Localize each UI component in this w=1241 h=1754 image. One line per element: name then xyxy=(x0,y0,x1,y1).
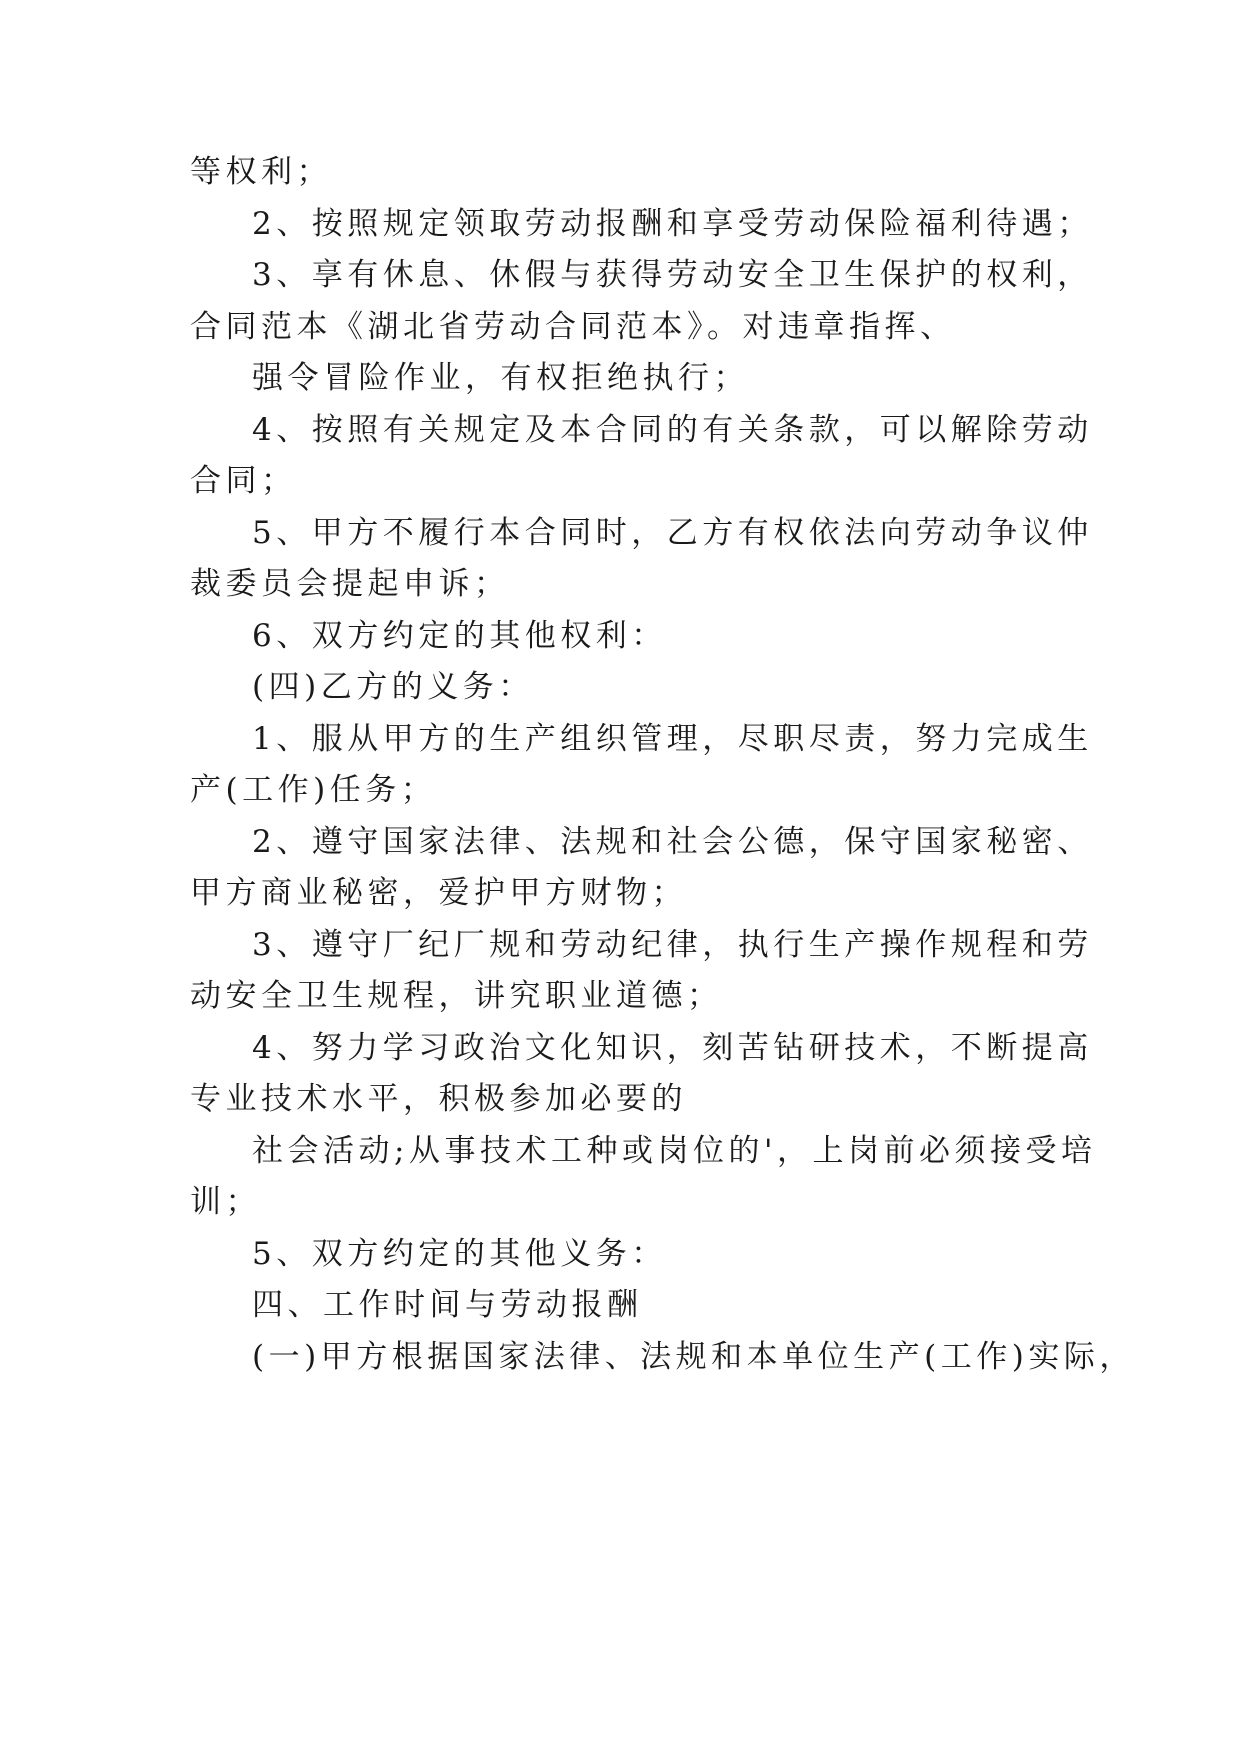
text-line: (一)甲方根据国家法律、法规和本单位生产(工作)实际， xyxy=(252,1339,1135,1375)
text-line: 5、甲方不履行本合同时，乙方有权依法向劳动争议仲 xyxy=(252,515,1093,551)
text-line: 3、遵守厂纪厂规和劳动纪律，执行生产操作规程和劳 xyxy=(252,927,1093,963)
text-line: 2、按照规定领取劳动报酬和享受劳动保险福利待遇； xyxy=(252,206,1093,242)
text-line: 裁委员会提起申诉； xyxy=(190,566,510,602)
text-line: 等权利； xyxy=(190,154,332,190)
text-line: 合同； xyxy=(190,463,297,499)
text-line: 训； xyxy=(190,1184,261,1220)
text-line: 产(工作)任务； xyxy=(190,772,437,808)
text-line: 1、服从甲方的生产组织管理，尽职尽责，努力完成生 xyxy=(252,721,1093,757)
text-line: (四)乙方的义务： xyxy=(252,669,534,705)
text-line: 5、双方约定的其他义务： xyxy=(252,1236,667,1272)
text-line: 4、努力学习政治文化知识，刻苦钻研技术，不断提高 xyxy=(252,1030,1093,1066)
text-line: 社会活动;从事技术工种或岗位的'，上岗前必须接受培 xyxy=(252,1133,1097,1169)
text-line: 动安全卫生规程，讲究职业道德； xyxy=(190,978,723,1014)
text-line: 甲方商业秘密，爱护甲方财物； xyxy=(190,875,687,911)
text-line: 合同范本《湖北省劳动合同范本》。对违章指挥、 xyxy=(190,309,956,345)
text-line: 6、双方约定的其他权利： xyxy=(252,618,667,654)
text-line: 3、享有休息、休假与获得劳动安全卫生保护的权利， xyxy=(252,257,1093,293)
text-line: 2、遵守国家法律、法规和社会公德，保守国家秘密、 xyxy=(252,824,1093,860)
text-line: 专业技术水平，积极参加必要的 xyxy=(190,1081,687,1117)
text-line: 4、按照有关规定及本合同的有关条款，可以解除劳动 xyxy=(252,412,1093,448)
section-heading: 四、工作时间与劳动报酬 xyxy=(252,1287,643,1323)
text-line: 强令冒险作业，有权拒绝执行； xyxy=(252,360,749,396)
